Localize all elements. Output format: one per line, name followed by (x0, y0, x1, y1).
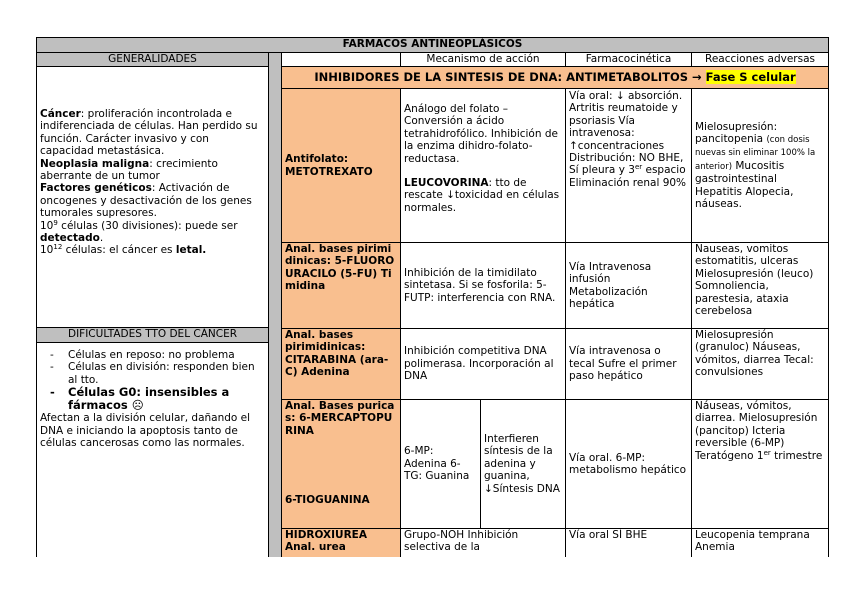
dificultades-header: DIFICULTADES TTO DEL CÁNCER (36, 327, 269, 343)
dificultades-list (40, 349, 265, 412)
farmaco-citarabina (565, 328, 692, 400)
section-banner-highlight: Fase S celular (705, 70, 796, 84)
mecanismo-citarabina (400, 328, 566, 400)
purinas-farmaco: Vía oral. 6-MP: metabolismo hepático (569, 451, 687, 476)
factores-term: Factores genéticos (40, 182, 152, 195)
hidroxiurea-name: HIDROXIUREA Anal. urea (285, 529, 367, 554)
header-mecanismo: Mecanismo de acción (400, 52, 566, 67)
purinas-reacciones-end: trimestre (770, 449, 823, 462)
cancer-text: : proliferación incontrolada e indiferenciada de células. Han perdido su función. Carácter invasivo y con capacidad metastásica. (40, 108, 258, 158)
dificultades-item-bold: - Células G0: insensibles a fármacos ☹ (68, 386, 265, 412)
fluorouracilo-farmaco: Vía Intravenosa infusión Metabolización hepática (569, 260, 652, 310)
leucovorina-note (404, 177, 562, 214)
reacciones-metotrexato (691, 88, 829, 243)
header-generalidades: GENERALIDADES (36, 52, 269, 67)
citarabina-reacciones: Mielosupresión (granuloc) Náuseas, vómitos, diarrea Tecal: convulsiones (695, 329, 814, 379)
cancer-term: Cáncer (40, 108, 81, 120)
farmaco-purinas (565, 399, 692, 529)
neoplasia-text: : crecimiento aberrante de un tumor (40, 157, 218, 183)
hidroxiurea-farmaco: Vía oral SÍ BHE (569, 529, 648, 541)
metotrexato-reacciones-a: Mielosupresión: pancitopenia (695, 120, 778, 145)
header-spacer-name (281, 52, 401, 67)
leucovorina-text: : tto de rescate ↓toxicidad en células normales. (404, 177, 560, 214)
cells9-base: 10 (40, 219, 54, 232)
mecanismo-fluorouracilo (400, 242, 566, 329)
metotrexato-farmaco: Vía oral: ↓ absorción. Artritis reumatoide y psoriasis Vía intravenosa: ↑concentraciones Distribución: NO BHE, Sí pleura y 3 (569, 90, 684, 177)
tioguanina-name: 6-TIOGUANINA (285, 494, 370, 507)
neoplasia-term: Neoplasia maligna (40, 157, 150, 170)
purinas-reacciones-sup: er (763, 448, 771, 457)
header-farmacocinetica: Farmacocinética (565, 52, 692, 67)
section-banner-text: INHIBIDORES DE LA SINTESIS DE DNA: ANTIMETABOLITOS → (314, 70, 706, 84)
purinas-reacciones-a: Náuseas, vómitos, diarrea. Mielosupresión (pancitop) Icteria reversible (6-MP) Teratógeno 1 (695, 400, 818, 462)
cells9-end: . (99, 232, 104, 245)
cells12-text: células: el cáncer es (62, 244, 176, 257)
citarabina-mecanismo: Inhibición competitiva DNA polimerasa. Incorporación al DNA (404, 345, 554, 383)
metotrexato-reacciones-small: (con dosis nuevas sin eliminar 100% la anterior) (695, 134, 816, 172)
drug-name-tioguanina (281, 473, 401, 529)
cancer-definition (40, 108, 265, 158)
cells9-text: células (30 divisiones): puede ser (57, 219, 238, 232)
metotrexato-reacciones (695, 121, 825, 211)
dificultades-footer: Afectan a la división celular, dañando el DNA e iniciando la apoptosis tanto de células cancerosas como las normales. (40, 412, 251, 450)
purinas-mecanismo-a: 6-MP: Adenina 6-TG: Guanina (404, 445, 470, 483)
factores-text: : Activación de oncogenes y desactivación de los genes tumorales supresores. (40, 182, 252, 220)
drug-name-metotrexato (281, 88, 401, 243)
metotrexato-farmaco-sup: er (634, 163, 643, 172)
cells12-bold: letal. (175, 244, 207, 257)
cells9-bold: detectado (40, 232, 100, 245)
dificultades-item: - Células en división: responden bien al tto. (68, 361, 265, 386)
metotrexato-farmaco-end: espacio Eliminación renal 90% (569, 164, 687, 189)
cells12-exp: 12 (53, 243, 63, 252)
reacciones-hidroxiurea (691, 528, 829, 557)
drug-name-fluorouracilo (281, 242, 401, 329)
cells9-exp: 9 (53, 218, 58, 227)
purinas-mecanismo-b: Interfieren síntesis de la adenina y guanina, ↓Síntesis DNA (484, 432, 560, 495)
reacciones-citarabina (691, 328, 829, 400)
hidroxiurea-mecanismo: Grupo-NOH Inhibición selectiva de la (404, 529, 519, 554)
cells9-line (40, 220, 265, 245)
drug-name-hidroxiurea (281, 528, 401, 557)
header-spacer (268, 52, 282, 67)
cells12-base: 10 (40, 244, 54, 257)
fluorouracilo-mecanismo: Inhibición de la timidilato sintetasa. Si se fosforila: 5-FUTP: interferencia con RNA. (404, 266, 556, 304)
mecanismo-metotrexato (400, 88, 566, 243)
farmaco-metotrexato (565, 88, 692, 243)
mercaptopurina-name: Anal. Bases puricas: 6-MERCAPTOPURINA (285, 400, 395, 437)
hidroxiurea-reacciones: Leucopenia temprana Anemia (695, 529, 810, 554)
drug-name-citarabina (281, 328, 401, 400)
dificultades-item: - Células en reposo: no problema (68, 349, 265, 361)
metotrexato-mecanismo: Análogo del folato – Conversión a ácido tetrahidrofólico. Inhibición de la enzima dihidro-folato-reductasa. (404, 103, 558, 165)
mecanismo-purinas-a (400, 399, 481, 529)
header-reacciones: Reacciones adversas (691, 52, 829, 67)
metotrexato-reacciones-b: Mucositis gastrointestinal Hepatitis Alopecia, náuseas. (695, 159, 794, 211)
fluorouracilo-reacciones: Nauseas, vomitos estomatitis, ulceras Mielosupresión (leuco) Somnoliencia, parestesia, ataxia cerebelosa (695, 243, 814, 318)
table-title: FARMACOS ANTINEOPLÁSICOS (36, 37, 829, 53)
factores-definition (40, 182, 265, 219)
generalidades-cell (36, 66, 269, 328)
mecanismo-hidroxiurea (400, 528, 566, 557)
farmaco-fluorouracilo (565, 242, 692, 329)
cells12-line (40, 244, 265, 256)
dificultades-cell (36, 343, 269, 557)
section-banner (281, 66, 829, 89)
reacciones-fluorouracilo (691, 242, 829, 329)
neoplasia-definition (40, 158, 265, 183)
citarabina-farmaco: Vía intravenosa o tecal Sufre el primer paso hepático (569, 345, 677, 383)
fluorouracilo-name: Anal. bases pirimidinicas: 5-FLUOROURACILO (5-FU) Timidina (285, 243, 395, 293)
gray-spacer-column (268, 66, 282, 557)
drug-name-mercaptopurina (281, 399, 401, 473)
mecanismo-purinas-b (480, 399, 566, 529)
reacciones-purinas (691, 399, 829, 529)
leucovorina-term: LEUCOVORINA (404, 177, 489, 190)
metotrexato-name: Antifolato: METOTREXATO (285, 153, 373, 178)
citarabina-name: Anal. bases pirimidinicas: CITARABINA (ara-C) Adenina (285, 329, 389, 379)
farmaco-hidroxiurea (565, 528, 692, 557)
